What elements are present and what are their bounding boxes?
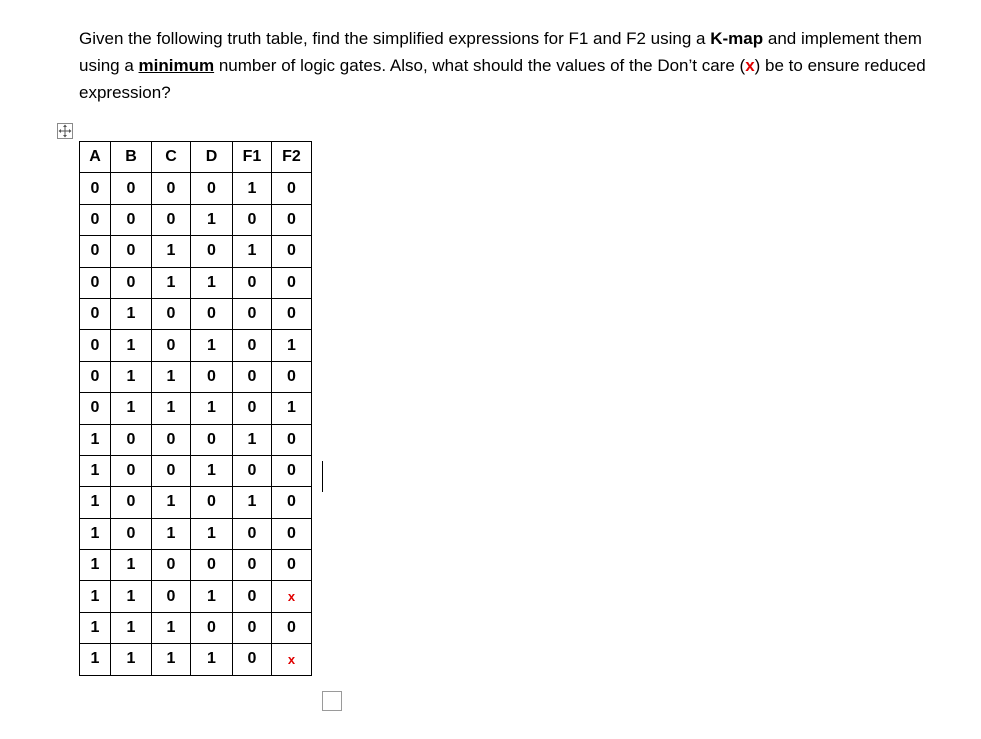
table-cell: 0 [191, 236, 233, 267]
table-cell: 0 [272, 518, 312, 549]
move-arrows-icon[interactable] [57, 123, 73, 139]
table-resize-handle[interactable] [322, 691, 342, 711]
table-cell: 1 [111, 393, 152, 424]
table-cell: 0 [191, 361, 233, 392]
table-cell: 0 [191, 424, 233, 455]
table-cell: 1 [272, 330, 312, 361]
table-cell: 1 [191, 518, 233, 549]
table-cell: 0 [152, 204, 191, 235]
table-cell: 1 [80, 550, 111, 581]
table-cell: 1 [272, 393, 312, 424]
question-part-2: and implement them using a [79, 29, 922, 75]
table-cell: 0 [272, 361, 312, 392]
table-cell: 1 [152, 267, 191, 298]
table-cell: 0 [80, 236, 111, 267]
table-cell: 0 [80, 330, 111, 361]
table-cell: 0 [272, 267, 312, 298]
table-cell: 0 [152, 550, 191, 581]
column-header-b: B [111, 142, 152, 173]
table-cell: 1 [191, 330, 233, 361]
table-cell: 1 [191, 455, 233, 486]
table-cell: 0 [272, 550, 312, 581]
table-cell: 1 [80, 612, 111, 643]
table-cell: 1 [191, 581, 233, 612]
table-cell: x [272, 581, 312, 612]
table-cell: 1 [233, 236, 272, 267]
table-cell: 1 [111, 330, 152, 361]
table-cell: 1 [152, 518, 191, 549]
table-cell: 0 [233, 644, 272, 675]
table-cell: 0 [111, 173, 152, 204]
table-cell: 1 [80, 487, 111, 518]
table-cell: 1 [233, 487, 272, 518]
table-cell: x [272, 644, 312, 675]
table-cell: 0 [152, 455, 191, 486]
table-cell: 0 [152, 581, 191, 612]
table-row [80, 393, 312, 424]
table-row [80, 644, 312, 675]
question-part-3: number of logic gates. Also, what should the values of the Don’t care ( [214, 56, 746, 75]
table-cell: 1 [191, 204, 233, 235]
table-cell: 0 [272, 236, 312, 267]
table-cell: 1 [152, 393, 191, 424]
table-cell: 1 [111, 612, 152, 643]
table-cell: 0 [111, 204, 152, 235]
table-cell: 1 [152, 361, 191, 392]
table-cell: 0 [191, 612, 233, 643]
table-cell: 0 [233, 393, 272, 424]
column-header-f1: F1 [233, 142, 272, 173]
truth-table-header-row [80, 142, 312, 173]
table-row [80, 204, 312, 235]
table-cell: 0 [272, 424, 312, 455]
table-cell: 1 [80, 644, 111, 675]
table-cell: 1 [191, 393, 233, 424]
table-row [80, 550, 312, 581]
table-cell: 0 [80, 267, 111, 298]
table-row [80, 581, 312, 612]
table-cell: 1 [80, 581, 111, 612]
table-cell: 1 [80, 455, 111, 486]
question-part-1: Given the following truth table, find the simplified expressions for F1 and F2 using a [79, 29, 711, 48]
dont-care-symbol: x [745, 56, 755, 75]
question-text [79, 25, 939, 106]
table-cell: 1 [111, 581, 152, 612]
table-cell: 0 [191, 550, 233, 581]
table-cell: 0 [233, 204, 272, 235]
truth-table-body [80, 173, 312, 675]
table-cell: 0 [111, 455, 152, 486]
table-cell: 0 [233, 298, 272, 329]
table-cell: 0 [152, 424, 191, 455]
table-cell: 1 [152, 487, 191, 518]
table-row [80, 455, 312, 486]
question-part-4: ) be to ensure reduced expression? [79, 56, 926, 102]
table-row [80, 487, 312, 518]
table-cell: 0 [191, 173, 233, 204]
column-header-a: A [80, 142, 111, 173]
table-cell: 1 [233, 173, 272, 204]
table-cell: 0 [111, 424, 152, 455]
table-cell: 0 [272, 298, 312, 329]
table-cell: 1 [111, 361, 152, 392]
table-cell: 0 [233, 361, 272, 392]
column-header-c: C [152, 142, 191, 173]
table-cell: 1 [80, 518, 111, 549]
table-row [80, 173, 312, 204]
table-cell: 0 [233, 612, 272, 643]
table-cell: 1 [152, 236, 191, 267]
table-cell: 0 [233, 267, 272, 298]
table-cell: 0 [233, 330, 272, 361]
table-row [80, 236, 312, 267]
table-cell: 0 [111, 267, 152, 298]
truth-table [79, 141, 312, 676]
column-header-d: D [191, 142, 233, 173]
table-cell: 0 [111, 518, 152, 549]
table-cell: 1 [80, 424, 111, 455]
table-cell: 0 [80, 298, 111, 329]
table-cell: 0 [80, 173, 111, 204]
table-cell: 1 [191, 267, 233, 298]
table-cell: 0 [80, 204, 111, 235]
table-cell: 0 [272, 612, 312, 643]
table-cell: 0 [233, 581, 272, 612]
table-cell: 0 [191, 487, 233, 518]
table-cell: 0 [152, 330, 191, 361]
table-row [80, 361, 312, 392]
column-header-f2: F2 [272, 142, 312, 173]
table-cell: 0 [152, 173, 191, 204]
table-row [80, 267, 312, 298]
table-cell: 1 [111, 644, 152, 675]
table-row [80, 518, 312, 549]
table-row [80, 330, 312, 361]
table-cell: 0 [152, 298, 191, 329]
move-arrows-glyph [58, 124, 72, 138]
table-cell: 1 [152, 644, 191, 675]
table-cell: 0 [80, 393, 111, 424]
table-cell: 0 [233, 550, 272, 581]
table-cell: 0 [272, 455, 312, 486]
table-cell: 0 [233, 518, 272, 549]
table-cell: 0 [80, 361, 111, 392]
table-cell: 0 [272, 173, 312, 204]
table-cell: 0 [272, 487, 312, 518]
table-row [80, 424, 312, 455]
table-cell: 0 [233, 455, 272, 486]
table-cell: 1 [233, 424, 272, 455]
minimum-term: minimum [138, 56, 215, 75]
table-cell: 1 [111, 298, 152, 329]
table-cell: 1 [191, 644, 233, 675]
table-row [80, 612, 312, 643]
table-row [80, 298, 312, 329]
table-cell: 0 [191, 298, 233, 329]
table-cell: 1 [152, 612, 191, 643]
table-cell: 0 [111, 236, 152, 267]
kmap-term: K-map [710, 29, 764, 48]
text-cursor [322, 461, 323, 492]
table-cell: 1 [111, 550, 152, 581]
table-cell: 0 [272, 204, 312, 235]
table-cell: 0 [111, 487, 152, 518]
